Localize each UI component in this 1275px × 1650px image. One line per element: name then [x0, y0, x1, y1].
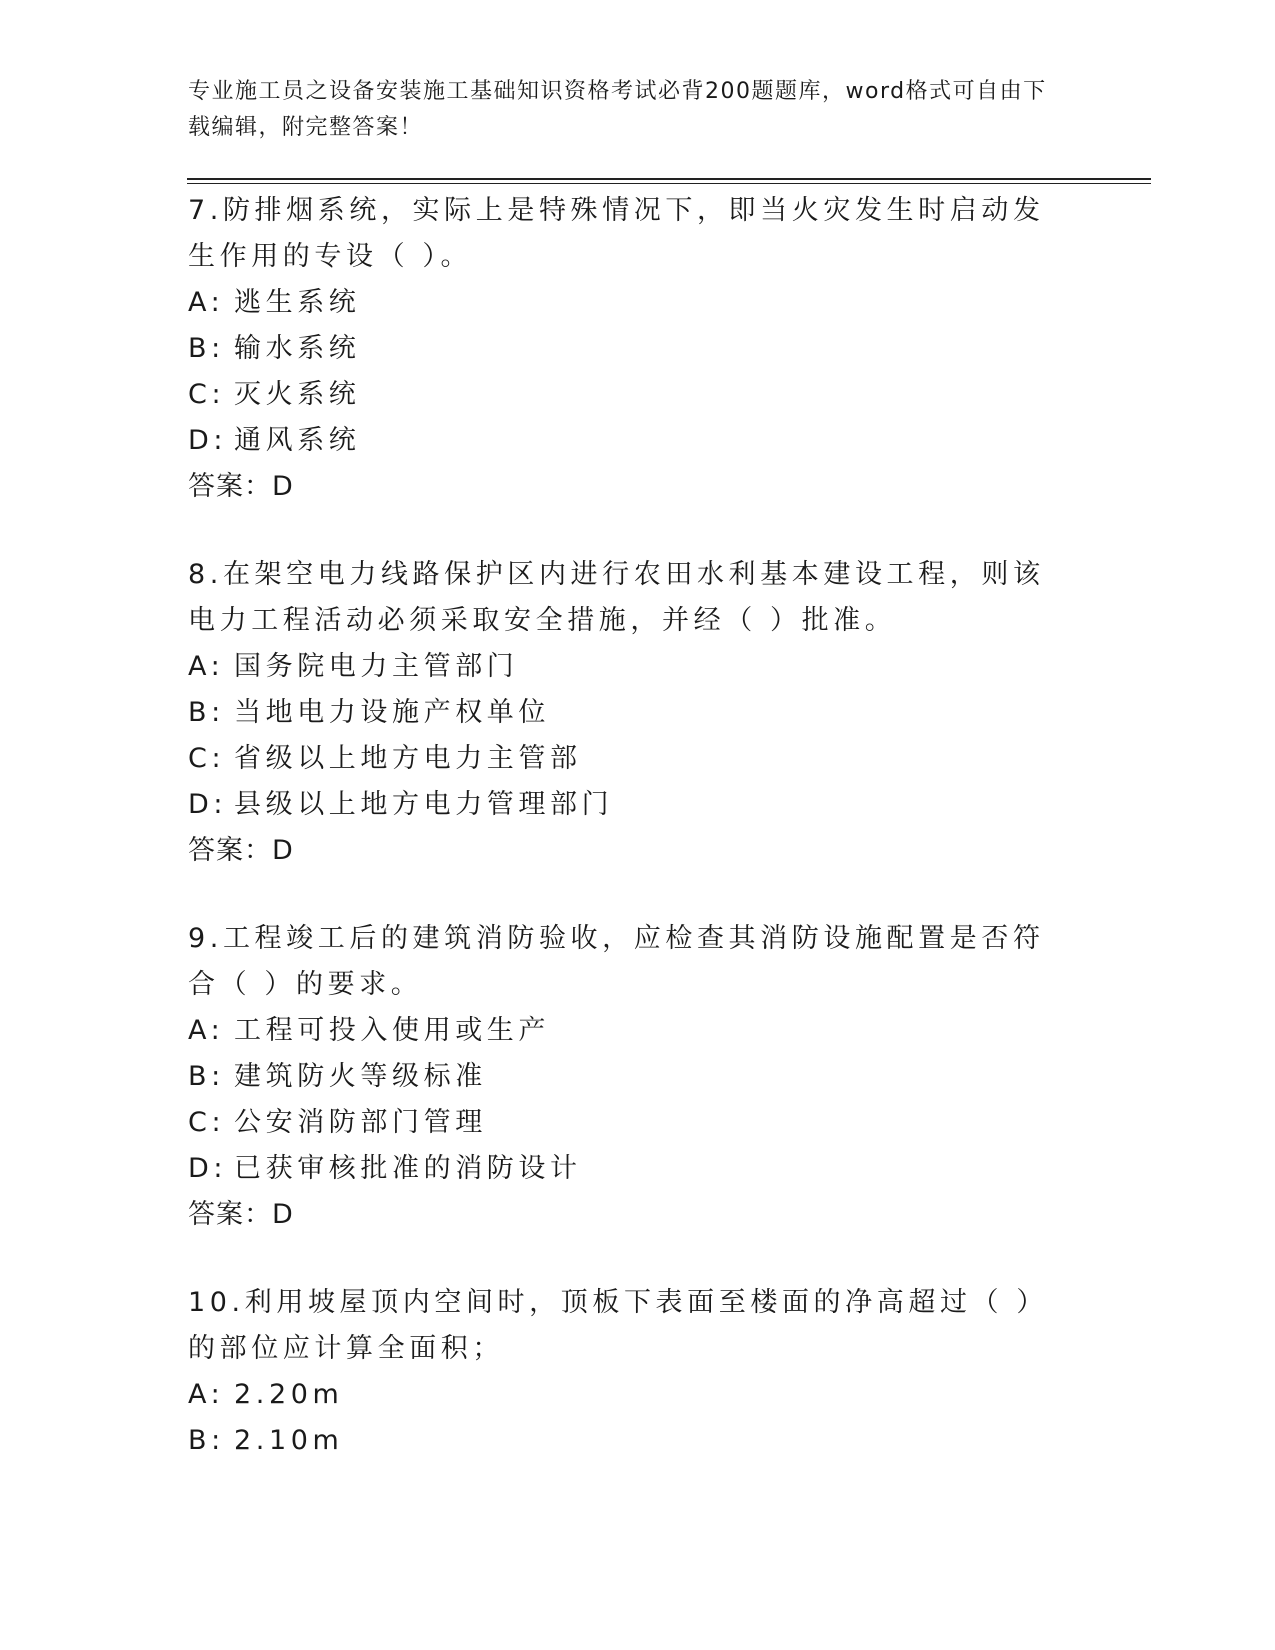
header-divider-thin: [187, 183, 1151, 184]
question-9: [188, 916, 1068, 1238]
option-key: C:: [188, 379, 226, 410]
option-c: [188, 736, 1068, 782]
option-key: D:: [188, 789, 228, 820]
option-d: [188, 1146, 1068, 1192]
header-divider-thick: [187, 178, 1151, 180]
option-a: [188, 644, 1068, 690]
option-b: [188, 1418, 1068, 1464]
option-text: 已获审核批准的消防设计: [234, 1153, 582, 1184]
option-text: 国务院电力主管部门: [234, 651, 519, 682]
option-text: 2.10m: [234, 1425, 344, 1456]
option-b: [188, 1054, 1068, 1100]
option-key: B:: [188, 1061, 225, 1092]
question-stem: 7.防排烟系统，实际上是特殊情况下，即当火灾发生时启动发生作用的专设（ ）。: [188, 195, 1045, 272]
option-key: B:: [188, 1425, 225, 1456]
option-key: B:: [188, 333, 225, 364]
option-text: 公安消防部门管理: [234, 1107, 487, 1138]
option-c: [188, 372, 1068, 418]
option-key: C:: [188, 743, 226, 774]
option-key: A:: [188, 287, 225, 318]
option-key: B:: [188, 697, 225, 728]
option-text: 通风系统: [234, 425, 361, 456]
option-c: [188, 1100, 1068, 1146]
option-text: 当地电力设施产权单位: [234, 697, 550, 728]
option-d: [188, 782, 1068, 828]
option-text: 建筑防火等级标准: [234, 1061, 487, 1092]
question-10: [188, 1280, 1068, 1464]
answer-line: 答案：D: [188, 1199, 294, 1230]
option-text: 工程可投入使用或生产: [234, 1015, 550, 1046]
option-text: 2.20m: [234, 1379, 344, 1410]
option-a: [188, 280, 1068, 326]
option-a: [188, 1008, 1068, 1054]
option-key: C:: [188, 1107, 226, 1138]
question-stem: 10.利用坡屋顶内空间时，顶板下表面至楼面的净高超过（ ）的部位应计算全面积；: [188, 1287, 1048, 1364]
option-key: A:: [188, 1379, 225, 1410]
option-key: A:: [188, 651, 225, 682]
document-intro: 专业施工员之设备安装施工基础知识资格考试必背200题题库，word格式可自由下载编辑，附完整答案！: [188, 79, 1047, 140]
question-stem: 9.工程竣工后的建筑消防验收，应检查其消防设施配置是否符合（ ）的要求。: [188, 923, 1045, 1000]
option-text: 县级以上地方电力管理部门: [234, 789, 614, 820]
option-text: 输水系统: [234, 333, 361, 364]
option-a: [188, 1372, 1068, 1418]
option-text: 逃生系统: [234, 287, 361, 318]
answer-line: 答案：D: [188, 835, 294, 866]
option-key: D:: [188, 425, 228, 456]
option-b: [188, 326, 1068, 372]
question-stem: 8.在架空电力线路保护区内进行农田水利基本建设工程，则该电力工程活动必须采取安全措施，并经（ ）批准。: [188, 559, 1045, 636]
question-8: [188, 552, 1068, 874]
option-text: 省级以上地方电力主管部: [234, 743, 582, 774]
question-7: [188, 188, 1068, 510]
option-text: 灭火系统: [234, 379, 361, 410]
option-b: [188, 690, 1068, 736]
option-key: D:: [188, 1153, 228, 1184]
answer-line: 答案：D: [188, 471, 294, 502]
option-d: [188, 418, 1068, 464]
option-key: A:: [188, 1015, 225, 1046]
